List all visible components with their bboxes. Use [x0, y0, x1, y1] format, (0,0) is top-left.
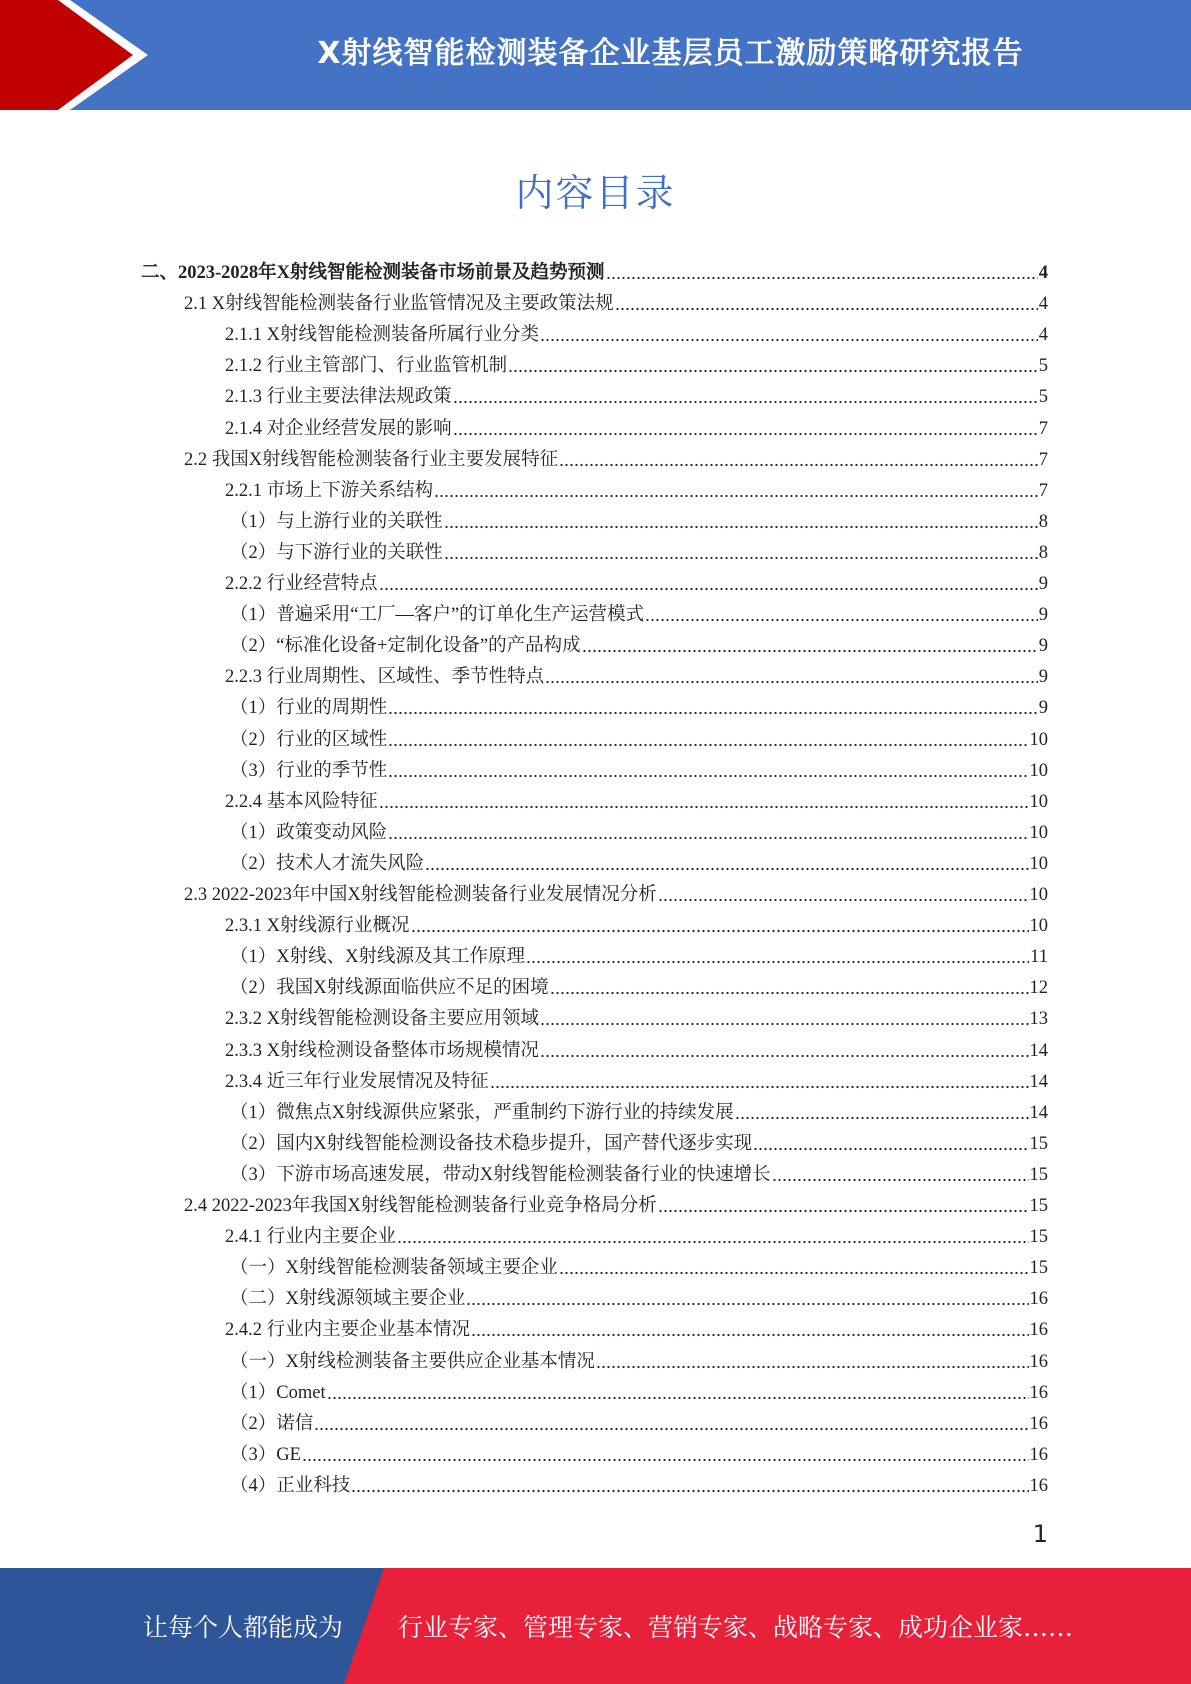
- toc-dot-leader: [444, 525, 1038, 529]
- footer-slogan-left: 让每个人都能成为: [143, 1613, 344, 1642]
- toc-entry-page: 9: [1038, 636, 1048, 657]
- toc-entry-title: 2.3.3 X射线检测设备整体市场规模情况: [225, 1040, 539, 1061]
- toc-dot-leader: [466, 1302, 1028, 1306]
- footer-banner: [0, 1568, 1191, 1684]
- toc-dot-leader: [540, 1022, 1029, 1026]
- toc-entry-title: （2）我国X射线源面临供应不足的困境: [230, 978, 549, 999]
- toc-entry-page: 14: [1029, 1102, 1048, 1123]
- toc-entry-page: 10: [1029, 791, 1048, 812]
- toc-dot-leader: [302, 1458, 1029, 1462]
- toc-entry-page: 4: [1038, 325, 1048, 346]
- toc-entry[interactable]: [225, 410, 1048, 441]
- toc-entry-title: （2）“标准化设备+定制化设备”的产品构成: [230, 636, 581, 657]
- toc-entry[interactable]: [230, 503, 1048, 534]
- toc-dot-leader: [434, 494, 1038, 498]
- toc-entry-title: （1）与上游行业的关联性: [230, 511, 443, 532]
- toc-entry-title: 2.2.2 行业经营特点: [225, 574, 378, 594]
- toc-entry-page: 10: [1029, 760, 1048, 781]
- toc-dot-leader: [508, 369, 1038, 373]
- toc-entry-page: 16: [1029, 1444, 1048, 1465]
- toc-entry-title: 2.2.3 行业周期性、区域性、季节性特点: [225, 667, 545, 688]
- toc-entry[interactable]: [230, 1405, 1048, 1436]
- toc-entry[interactable]: [230, 1436, 1048, 1467]
- toc-entry-title: （2）国内X射线智能检测设备技术稳步提升，国产替代逐步实现: [230, 1133, 753, 1154]
- toc-entry-page: 8: [1038, 542, 1048, 563]
- toc-entry-title: （1）普遍采用“工厂—客户”的订单化生产运营模式: [230, 605, 645, 626]
- toc-entry-page: 10: [1029, 885, 1048, 905]
- toc-entry-title: 二、2023-2028年X射线智能检测装备市场前景及趋势预测: [141, 263, 605, 283]
- toc-entry[interactable]: [225, 472, 1048, 503]
- toc-dot-leader: [658, 898, 1029, 902]
- toc-entry[interactable]: [230, 721, 1048, 752]
- toc-entry-page: 10: [1029, 729, 1048, 750]
- toc-entry-title: 2.3 2022-2023年中国X射线智能检测装备行业发展情况分析: [184, 885, 657, 905]
- toc-entry-title: （一）X射线检测装备主要供应企业基本情况: [230, 1351, 595, 1372]
- toc-dot-leader: [550, 991, 1029, 995]
- toc-dot-leader: [411, 929, 1029, 933]
- toc-entry-title: 2.2.4 基本风险特征: [225, 791, 378, 812]
- toc-entry[interactable]: [230, 969, 1048, 1000]
- toc-entry-page: 4: [1038, 294, 1048, 315]
- report-title: X射线智能检测装备企业基层员工激励策略研究报告: [317, 36, 1024, 71]
- toc-entry-page: 14: [1029, 1071, 1048, 1092]
- toc-entry-page: 13: [1029, 1009, 1048, 1030]
- toc-entry[interactable]: [230, 1374, 1048, 1405]
- toc-dot-leader: [582, 649, 1038, 653]
- toc-entry-page: 9: [1038, 574, 1048, 594]
- toc-entry[interactable]: [225, 378, 1048, 409]
- toc-entry-title: 2.4.2 行业内主要企业基本情况: [225, 1320, 471, 1341]
- toc-entry[interactable]: [230, 689, 1048, 720]
- toc-entry-title: （1）Comet: [230, 1382, 326, 1403]
- toc-entry-title: （3）下游市场高速发展，带动X射线智能检测装备行业的快速增长: [230, 1164, 771, 1185]
- toc-entry-page: 9: [1038, 605, 1048, 626]
- toc-entry[interactable]: [230, 1343, 1048, 1374]
- toc-dot-leader: [545, 680, 1038, 684]
- toc-entry-page: 15: [1029, 1227, 1048, 1248]
- toc-entry-title: （3）GE: [230, 1444, 301, 1465]
- toc-dot-leader: [327, 1396, 1029, 1400]
- toc-heading: 内容目录: [515, 171, 676, 215]
- toc-entry[interactable]: [184, 1187, 1048, 1218]
- toc-dot-leader: [526, 960, 1029, 964]
- toc-entry-title: 2.3.1 X射线源行业概况: [225, 916, 410, 937]
- toc-entry-page: 7: [1038, 418, 1048, 439]
- toc-entry[interactable]: [184, 441, 1048, 472]
- toc-entry[interactable]: [225, 658, 1048, 689]
- toc-entry[interactable]: [225, 907, 1048, 938]
- toc-entry-page: 10: [1029, 916, 1048, 937]
- toc-entry-title: （二）X射线源领域主要企业: [230, 1289, 466, 1310]
- toc-dot-leader: [314, 1427, 1028, 1431]
- toc-dot-leader: [645, 618, 1038, 622]
- toc-entry-title: 2.1.3 行业主要法律法规政策: [225, 387, 452, 408]
- toc-entry-page: 11: [1030, 947, 1048, 968]
- toc-entry[interactable]: [225, 1311, 1048, 1342]
- toc-entry-page: 5: [1038, 387, 1048, 408]
- toc-entry-page: 7: [1038, 480, 1048, 501]
- toc-entry-page: 7: [1038, 449, 1048, 470]
- toc-dot-leader: [772, 1178, 1029, 1182]
- toc-entry[interactable]: [225, 783, 1048, 814]
- toc-entry-title: 2.1.1 X射线智能检测装备所属行业分类: [225, 325, 539, 346]
- toc-entry[interactable]: [230, 938, 1048, 969]
- toc-dot-leader: [606, 276, 1038, 280]
- toc-entry-page: 10: [1029, 822, 1048, 843]
- toc-dot-leader: [351, 1489, 1028, 1493]
- toc-entry-page: 4: [1038, 263, 1048, 283]
- toc-entry[interactable]: [230, 845, 1048, 876]
- toc-entry-page: 16: [1029, 1289, 1048, 1310]
- toc-dot-leader: [658, 1209, 1029, 1213]
- toc-dot-leader: [453, 432, 1038, 436]
- toc-dot-leader: [397, 1240, 1028, 1244]
- toc-entry-page: 16: [1029, 1351, 1048, 1372]
- toc-entry[interactable]: [141, 254, 1048, 285]
- toc-entry[interactable]: [184, 285, 1048, 316]
- toc-dot-leader: [453, 400, 1038, 404]
- toc-entry-page: 16: [1029, 1382, 1048, 1403]
- toc-entry[interactable]: [225, 347, 1048, 378]
- toc-entry[interactable]: [230, 1125, 1048, 1156]
- toc-entry-page: 16: [1029, 1320, 1048, 1341]
- toc-dot-leader: [540, 338, 1038, 342]
- toc-entry-title: （2）与下游行业的关联性: [230, 542, 443, 563]
- toc-dot-leader: [379, 805, 1029, 809]
- toc-entry-page: 16: [1029, 1413, 1048, 1434]
- toc-dot-leader: [471, 1333, 1028, 1337]
- toc-entry-page: 12: [1029, 978, 1048, 999]
- toc-entry-title: 2.2 我国X射线智能检测装备行业主要发展特征: [184, 449, 559, 470]
- toc-dot-leader: [444, 556, 1038, 560]
- toc-entry-title: 2.3.2 X射线智能检测设备主要应用领域: [225, 1009, 539, 1030]
- toc-dot-leader: [388, 711, 1037, 715]
- toc-dot-leader: [379, 587, 1038, 591]
- toc-entry-page: 16: [1029, 1475, 1048, 1496]
- toc-entry-title: （2）诺信: [230, 1413, 314, 1434]
- toc-entry-page: 9: [1038, 667, 1048, 688]
- toc-entry[interactable]: [225, 1032, 1048, 1063]
- toc-entry-title: （1）行业的周期性: [230, 698, 388, 719]
- toc-dot-leader: [388, 836, 1028, 840]
- toc-entry-title: 2.3.4 近三年行业发展情况及特征: [225, 1071, 489, 1092]
- toc-dot-leader: [596, 1365, 1029, 1369]
- toc-entry[interactable]: [230, 1467, 1048, 1498]
- toc-entry[interactable]: [230, 814, 1048, 845]
- toc-entry-title: （1）政策变动风险: [230, 822, 388, 843]
- toc-entry[interactable]: [225, 565, 1048, 596]
- toc-entry-title: （3）行业的季节性: [230, 760, 388, 781]
- toc-entry-title: （4）正业科技: [230, 1475, 351, 1496]
- toc-entry[interactable]: [230, 627, 1048, 658]
- toc-dot-leader: [753, 1147, 1028, 1151]
- toc-entry[interactable]: [225, 1000, 1048, 1031]
- toc-entry[interactable]: [230, 1156, 1048, 1187]
- footer-slogan-right: 行业专家、管理专家、营销专家、战略专家、成功企业家……: [398, 1613, 1074, 1642]
- toc-entry[interactable]: [230, 1249, 1048, 1280]
- toc-dot-leader: [490, 1085, 1029, 1089]
- toc-dot-leader: [425, 867, 1028, 871]
- toc-dot-leader: [559, 463, 1038, 467]
- header-arrow-decoration: [0, 0, 160, 110]
- page-number: 1: [1032, 1520, 1048, 1548]
- toc-entry-title: 2.4 2022-2023年我国X射线智能检测装备行业竞争格局分析: [184, 1196, 657, 1216]
- toc-entry-title: 2.1 X射线智能检测装备行业监管情况及主要政策法规: [184, 294, 614, 315]
- toc-dot-leader: [559, 1271, 1029, 1275]
- toc-entry-page: 14: [1029, 1040, 1048, 1061]
- toc-dot-leader: [540, 1054, 1029, 1058]
- toc-entry-title: 2.2.1 市场上下游关系结构: [225, 480, 434, 501]
- toc-dot-leader: [388, 743, 1028, 747]
- toc-entry[interactable]: [230, 1094, 1048, 1125]
- toc-dot-leader: [735, 1116, 1029, 1120]
- toc-entry-title: （2）技术人才流失风险: [230, 853, 425, 874]
- header-banner: [0, 0, 1191, 110]
- toc-entry-title: （一）X射线智能检测装备领域主要企业: [230, 1258, 558, 1279]
- toc-entry-title: 2.1.4 对企业经营发展的影响: [225, 418, 452, 439]
- toc-entry[interactable]: [225, 1063, 1048, 1094]
- toc-entry[interactable]: [184, 876, 1048, 907]
- toc-entry-title: （1）微焦点X射线源供应紧张，严重制约下游行业的持续发展: [230, 1102, 734, 1123]
- toc-entry-title: （1）X射线、X射线源及其工作原理: [230, 947, 525, 968]
- toc-entry[interactable]: [230, 752, 1048, 783]
- toc-entry-title: 2.4.1 行业内主要企业: [225, 1227, 397, 1248]
- toc-entry[interactable]: [230, 596, 1048, 627]
- toc-entry-page: 10: [1029, 853, 1048, 874]
- toc-entry[interactable]: [230, 1280, 1048, 1311]
- toc-entry-page: 8: [1038, 511, 1048, 532]
- toc-entry-title: （2）行业的区域性: [230, 729, 388, 750]
- toc-entry-page: 15: [1029, 1164, 1048, 1185]
- toc-entry-page: 15: [1029, 1258, 1048, 1279]
- toc-entry-title: 2.1.2 行业主管部门、行业监管机制: [225, 356, 508, 377]
- toc-entry[interactable]: [230, 534, 1048, 565]
- toc-entry[interactable]: [225, 316, 1048, 347]
- toc-entry-page: 5: [1038, 356, 1048, 377]
- toc-entry[interactable]: [225, 1218, 1048, 1249]
- toc-entry-page: 15: [1029, 1133, 1048, 1154]
- toc-entry-page: 15: [1029, 1196, 1048, 1216]
- toc-dot-leader: [388, 774, 1028, 778]
- toc-entry-page: 9: [1038, 698, 1048, 719]
- toc-dot-leader: [615, 307, 1038, 311]
